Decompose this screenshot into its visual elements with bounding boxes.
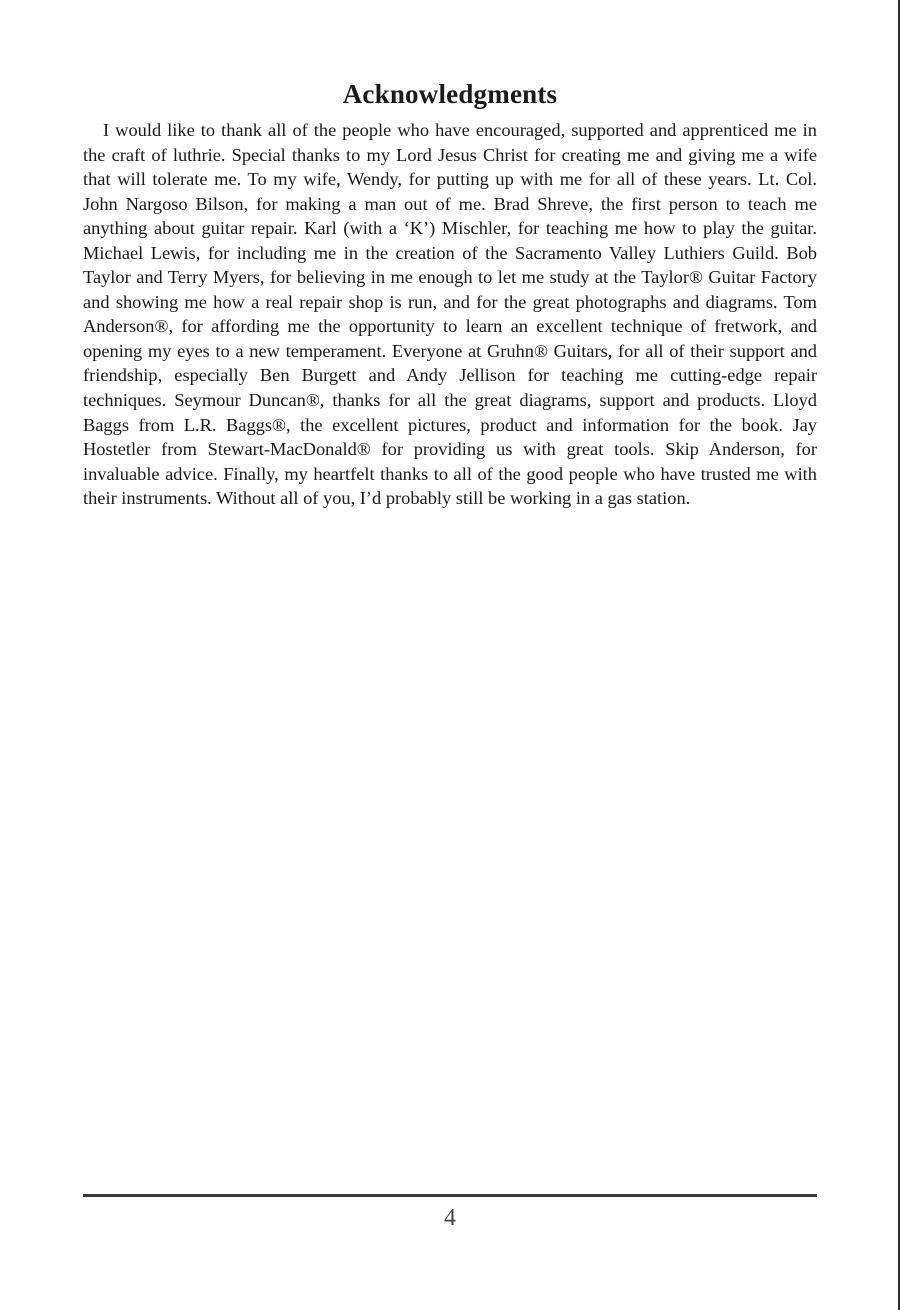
footer-rule bbox=[83, 1194, 817, 1197]
page-title: Acknowledgments bbox=[342, 79, 558, 109]
acknowledgments-paragraph: I would like to thank all of the people who have encouraged, supported and apprenticed me in the craft of luthrie. Special thanks to my Lord Jesus Christ for creating me and giving me a wife that will tolerate me. To my wife, Wendy, for putting up with me for all of these years. Lt. Col. John Nargoso Bilson, for making a man out of me. Brad Shreve, the first person to teach me anything about guitar repair. Karl (with a ‘K’) Mischler, for teaching me how to play the guitar. Michael Lewis, for including me in the creation of the Sacramento Valley Luthiers Guild. Bob Taylor and Terry Myers, for believing in me enough to let me study at the Taylor® Guitar Factory and showing me how a real repair shop is run, and for the great photographs and diagrams. Tom Anderson®, for affording me the opportunity to learn an excellent technique of fretwork, and opening my eyes to a new temperament. Everyone at Gruhn® Guitars, for all of their support and friendship, especially Ben Burgett and Andy Jellison for teaching me cutting-edge repair techniques. Seymour Duncan®, thanks for all the great diagrams, support and products. Lloyd Baggs from L.R. Baggs®, the excellent pictures, product and information for the book. Jay Hostetler from Stewart-MacDonald® for providing us with great tools. Skip Anderson, for invaluable advice. Finally, my heartfelt thanks to all of the good people who have trusted me with their instruments. Without all of you, I’d probably still be working in a gas station. bbox=[83, 120, 817, 509]
page-content bbox=[83, 76, 817, 511]
page-number: 4 bbox=[444, 1205, 456, 1231]
